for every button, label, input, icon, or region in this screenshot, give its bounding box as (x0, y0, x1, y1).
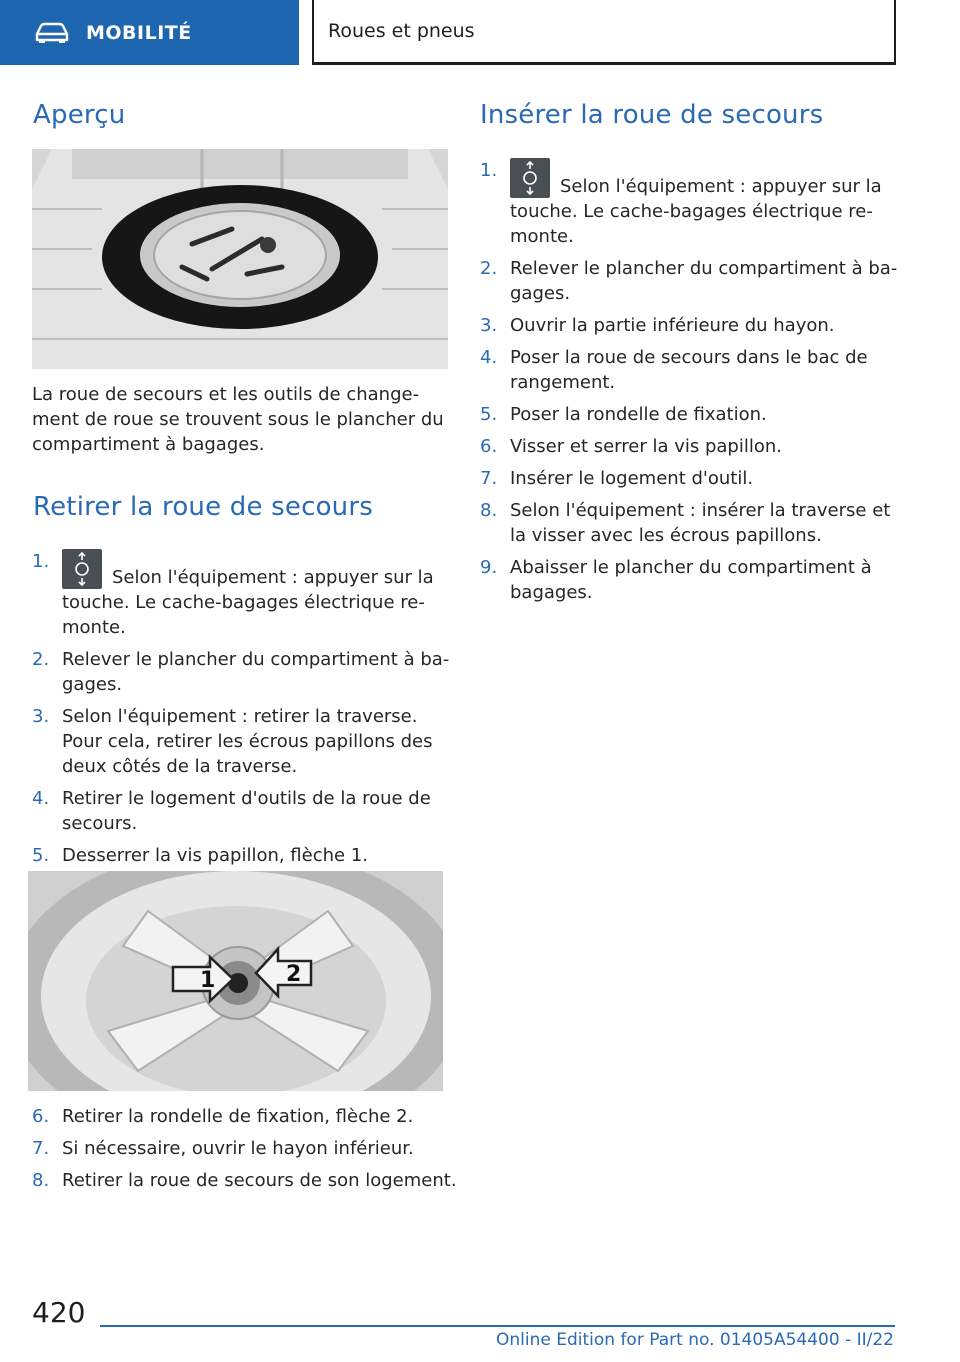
section-header (312, 0, 896, 65)
step-text: Poser la rondelle de fixation. (510, 404, 767, 425)
list-item (480, 434, 900, 459)
step-number: 1. (480, 160, 498, 181)
list-item (480, 345, 900, 395)
step-text: Selon l'équipement : insérer la traverse et la visser avec les écrous papillons. (510, 500, 891, 546)
step-number: 4. (32, 788, 50, 809)
step-text: Retirer le logement d'outils de la roue de secours. (62, 788, 431, 834)
step-text: Insérer le logement d'outil. (510, 468, 754, 489)
page-number: 420 (32, 1296, 86, 1329)
step-text: Selon l'équipement : appuyer sur la touche. Le cache-bagages électrique re-monte. (510, 176, 882, 247)
step-number: 2. (32, 649, 50, 670)
step-number: 6. (32, 1106, 50, 1127)
step-text: Ouvrir la partie inférieure du hayon. (510, 315, 835, 336)
step-number: 8. (480, 500, 498, 521)
list-item (480, 158, 900, 249)
list-item (32, 647, 452, 697)
list-item (32, 786, 452, 836)
list-item (32, 1104, 457, 1129)
step-text: Visser et serrer la vis papillon. (510, 436, 782, 457)
remove-steps-list (32, 549, 452, 875)
insert-steps-list (480, 158, 900, 612)
step-text: Relever le plancher du compartiment à ba-gages. (62, 649, 450, 695)
car-icon (34, 22, 70, 44)
insert-heading: Insérer la roue de secours (480, 100, 824, 130)
trunk-button-icon (62, 549, 102, 589)
step-number: 9. (480, 557, 498, 578)
overview-text: La roue de secours et les outils de change-ment de roue se trouvent sous le plancher du compartiment à bagages. (32, 384, 444, 455)
callout-1: 1 (200, 968, 216, 993)
section-title: Roues et pneus (328, 20, 475, 42)
list-item (32, 1168, 457, 1193)
step-text: Retirer la rondelle de fixation, flèche 2. (62, 1106, 414, 1127)
list-item (480, 402, 900, 427)
step-text: Relever le plancher du compartiment à ba-gages. (510, 258, 898, 304)
list-item (32, 549, 452, 640)
wing-bolt-image (28, 871, 443, 1091)
wheel-bolt-illustration (28, 871, 443, 1091)
chapter-tab[interactable] (0, 0, 299, 65)
list-item (480, 313, 900, 338)
step-text: Retirer la roue de secours de son logement. (62, 1170, 457, 1191)
remove-steps-list-continued (32, 1104, 457, 1200)
step-text: Poser la roue de secours dans le bac de rangement. (510, 347, 868, 393)
step-number: 3. (480, 315, 498, 336)
trunk-spare-wheel-image (32, 149, 448, 369)
step-number: 5. (480, 404, 498, 425)
step-number: 5. (32, 845, 50, 866)
list-item (480, 466, 900, 491)
step-number: 2. (480, 258, 498, 279)
trunk-button-icon (510, 158, 550, 198)
step-number: 3. (32, 706, 50, 727)
list-item (480, 555, 900, 605)
list-item (480, 498, 900, 548)
list-item (32, 704, 452, 779)
footer-divider (100, 1325, 895, 1327)
step-number: 4. (480, 347, 498, 368)
step-text: Selon l'équipement : appuyer sur la touche. Le cache-bagages électrique re-monte. (62, 567, 434, 638)
list-item (32, 1136, 457, 1161)
trunk-illustration (32, 149, 448, 369)
step-text: Abaisser le plancher du compartiment à bagages. (510, 557, 872, 603)
edition-footer: Online Edition for Part no. 01405A54400 - II/22 (495, 1330, 894, 1350)
list-item (32, 843, 452, 868)
overview-heading: Aperçu (33, 100, 126, 130)
step-number: 8. (32, 1170, 50, 1191)
callout-2: 2 (286, 962, 302, 987)
step-number: 7. (480, 468, 498, 489)
chapter-title: MOBILITÉ (86, 21, 192, 44)
step-number: 1. (32, 551, 50, 572)
list-item (480, 256, 900, 306)
step-number: 6. (480, 436, 498, 457)
step-text: Desserrer la vis papillon, flèche 1. (62, 845, 368, 866)
step-text: Selon l'équipement : retirer la traverse. Pour cela, retirer les écrous papillons des deux côtés de la traverse. (62, 706, 433, 777)
step-text: Si nécessaire, ouvrir le hayon inférieur. (62, 1138, 414, 1159)
step-number: 7. (32, 1138, 50, 1159)
remove-heading: Retirer la roue de secours (33, 492, 373, 522)
